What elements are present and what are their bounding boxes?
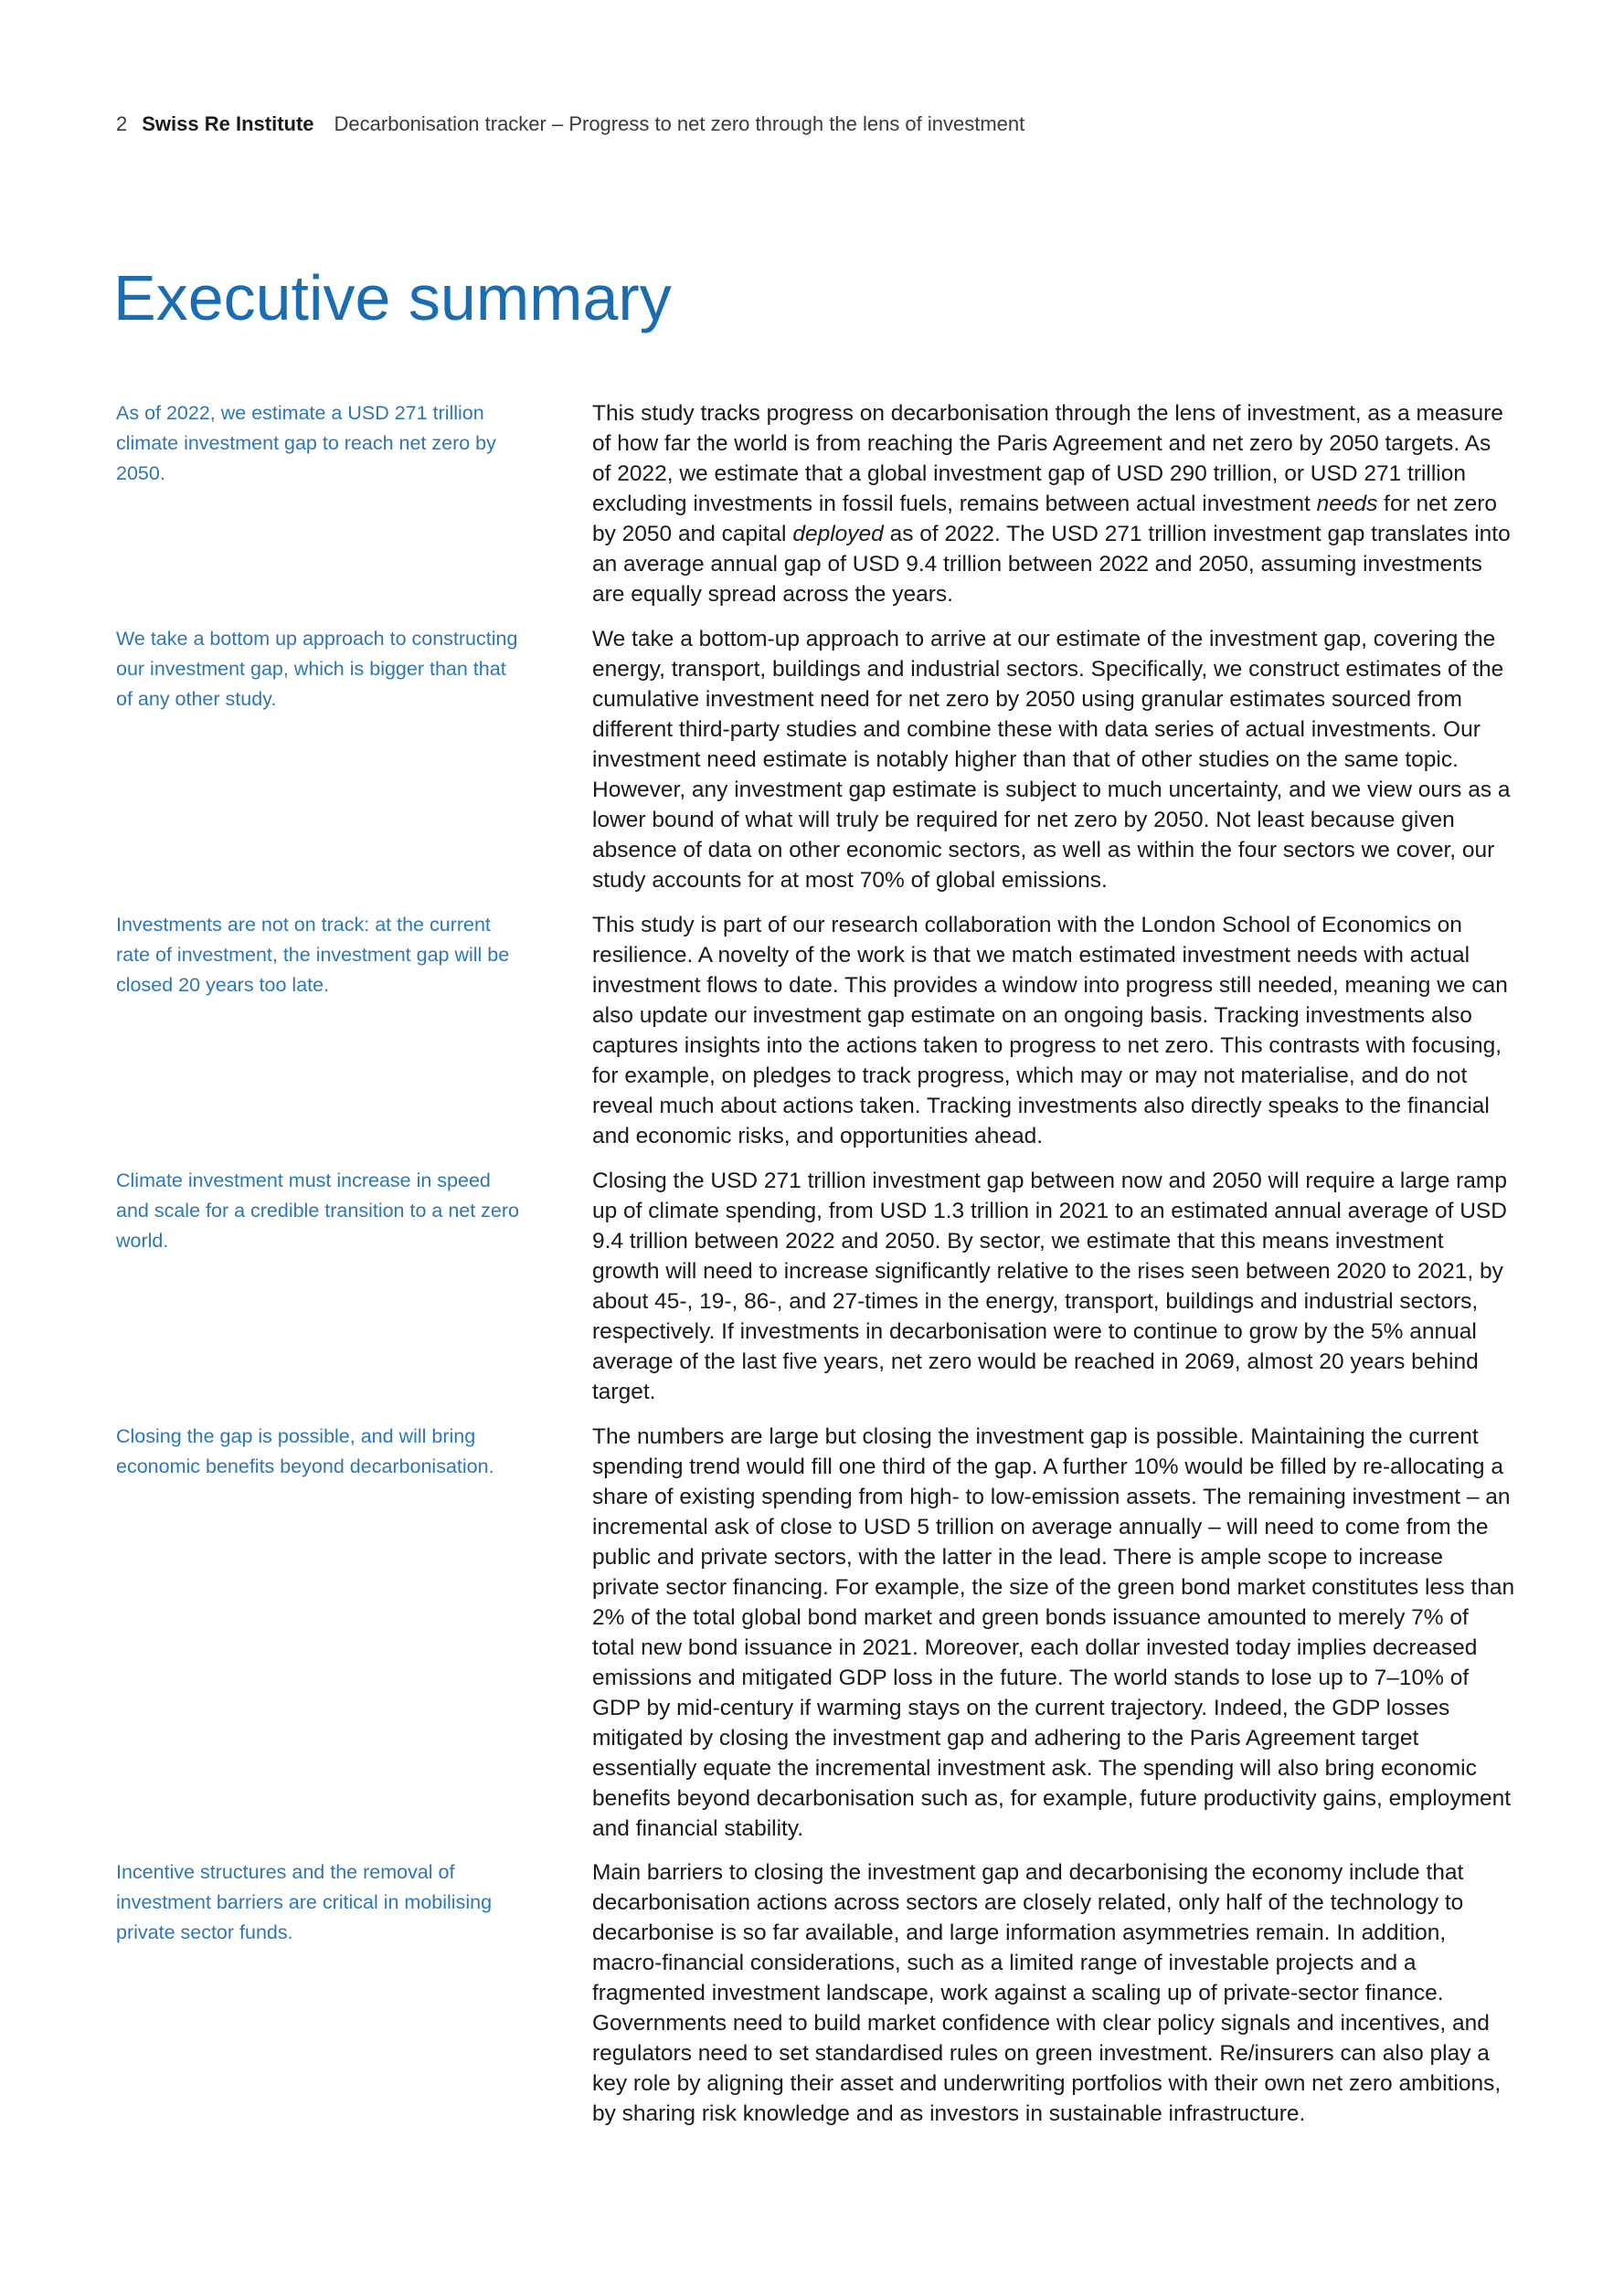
margin-note: As of 2022, we estimate a USD 271 trillion climate investment gap to reach net zero by 2050. [116,402,496,484]
brand-name: Swiss Re Institute [142,112,314,135]
page-title: Executive summary [113,262,672,333]
margin-note: We take a bottom up approach to constructing our investment gap, which is bigger than that of any other study. [116,628,518,710]
emphasis-needs: needs [1316,492,1378,516]
running-header [116,111,1024,137]
body-paragraph: Closing the USD 271 trillion investment gap between now and 2050 will require a large ramp up of climate spending, from USD 1.3 trillion in 2021 to an estimated annual average of USD 9.4 trillion between 2022 and 2050. By sector, we estimate that this means investment growth will need to increase significantly relative to the rises seen between 2020 to 2021, by about 45-, 19-, 86-, and 27-times in the energy, transport, buildings and industrial sectors, respectively. If investments in decarbonisation were to continue to grow by the 5% annual average of the last five years, net zero would be reached in 2069, almost 20 years behind target. [592,1169,1507,1404]
body-paragraph: The numbers are large but closing the investment gap is possible. Maintaining the current spending trend would fill one third of the gap. A further 10% would be filled by re-allocating a share of existing spending from high- to low-emission assets. The remaining investment – an incremental ask of close to USD 5 trillion on average annually – will need to come from the public and private sectors, with the latter in the lead. There is ample scope to increase private sector financing. For example, the size of the green bond market constitutes less than 2% of the total global bond market and green bonds issuance amounted to merely 7% of total new bond issuance in 2021. Moreover, each dollar invested today implies decreased emissions and mitigated GDP loss in the future. The world stands to lose up to 7–10% of GDP by mid-century if warming stays on the current trajectory. Indeed, the GDP losses mitigated by closing the investment gap and adhering to the Paris Agreement target essentially equate the incremental investment ask. The spending will also bring economic benefits beyond decarbonisation such as, for example, future productivity gains, employment and financial stability. [592,1424,1515,1841]
body-paragraph: This study tracks progress on decarbonisation through the lens of investment, as a measure of how far the world is from reaching the Paris Agreement and net zero by 2050 targets. As of 2022, we estimate that a global investment gap of USD 290 trillion, or USD 271 trillion excluding investments in fossil fuels, remains between actual investment needs for net zero by 2050 and capital deployed as of 2022. The USD 271 trillion investment gap translates into an average annual gap of USD 9.4 trillion between 2022 and 2050, assuming investments are equally spread across the years. [592,401,1511,607]
emphasis-deployed: deployed [792,522,884,546]
body-paragraph: We take a bottom-up approach to arrive at our estimate of the investment gap, covering the energy, transport, buildings and industrial sectors. Specifically, we construct estimates of the cumulative investment need for net zero by 2050 using granular estimates sourced from different third-party studies and combine these with data series of actual investments. Our investment need estimate is notably higher than that of other studies on the same topic. However, any investment gap estimate is subject to much uncertainty, and we view ours as a lower bound of what will truly be required for net zero by 2050. Not least because given absence of data on other economic sectors, as well as within the four sectors we cover, our study accounts for at most 70% of global emissions. [592,627,1511,893]
margin-note: Incentive structures and the removal of investment barriers are critical in mobilising private sector funds. [116,1861,493,1943]
body-paragraph: Main barriers to closing the investment gap and decarbonising the economy include that decarbonisation actions across sectors are closely related, only half of the technology to decarbonise is so far available, and large information asymmetries remain. In addition, macro-financial considerations, such as a limited range of investable projects and a fragmented investment landscape, work against a scaling up of private-sector finance. Governments need to build market confidence with clear policy signals and incentives, and regulators need to set standardised rules on green investment. Re/insurers can also play a key role by aligning their asset and underwriting portfolios with their own net zero ambitions, by sharing risk knowledge and as investors in sustainable infrastructure. [592,1860,1502,2126]
margin-note: Closing the gap is possible, and will bring economic benefits beyond decarbonisation. [116,1425,494,1477]
body-paragraph: This study is part of our research collaboration with the London School of Economics on resilience. A novelty of the work is that we match estimated investment needs with actual investment flows to date. This provides a window into progress still needed, meaning we can also update our investment gap estimate on an ongoing basis. Tracking investments also captures insights into the actions taken to progress to net zero. This contrasts with focusing, for example, on pledges to track progress, which may or may not materialise, and do not reveal much about actions taken. Tracking investments also directly speaks to the financial and economic risks, and opportunities ahead. [592,913,1508,1148]
margin-note: Climate investment must increase in speed and scale for a credible transition to a net zero world. [116,1169,520,1252]
document-title: Decarbonisation tracker – Progress to net zero through the lens of investment [334,112,1025,135]
page-number: 2 [116,112,128,135]
margin-note: Investments are not on track: at the current rate of investment, the investment gap will be closed 20 years too late. [116,914,510,996]
